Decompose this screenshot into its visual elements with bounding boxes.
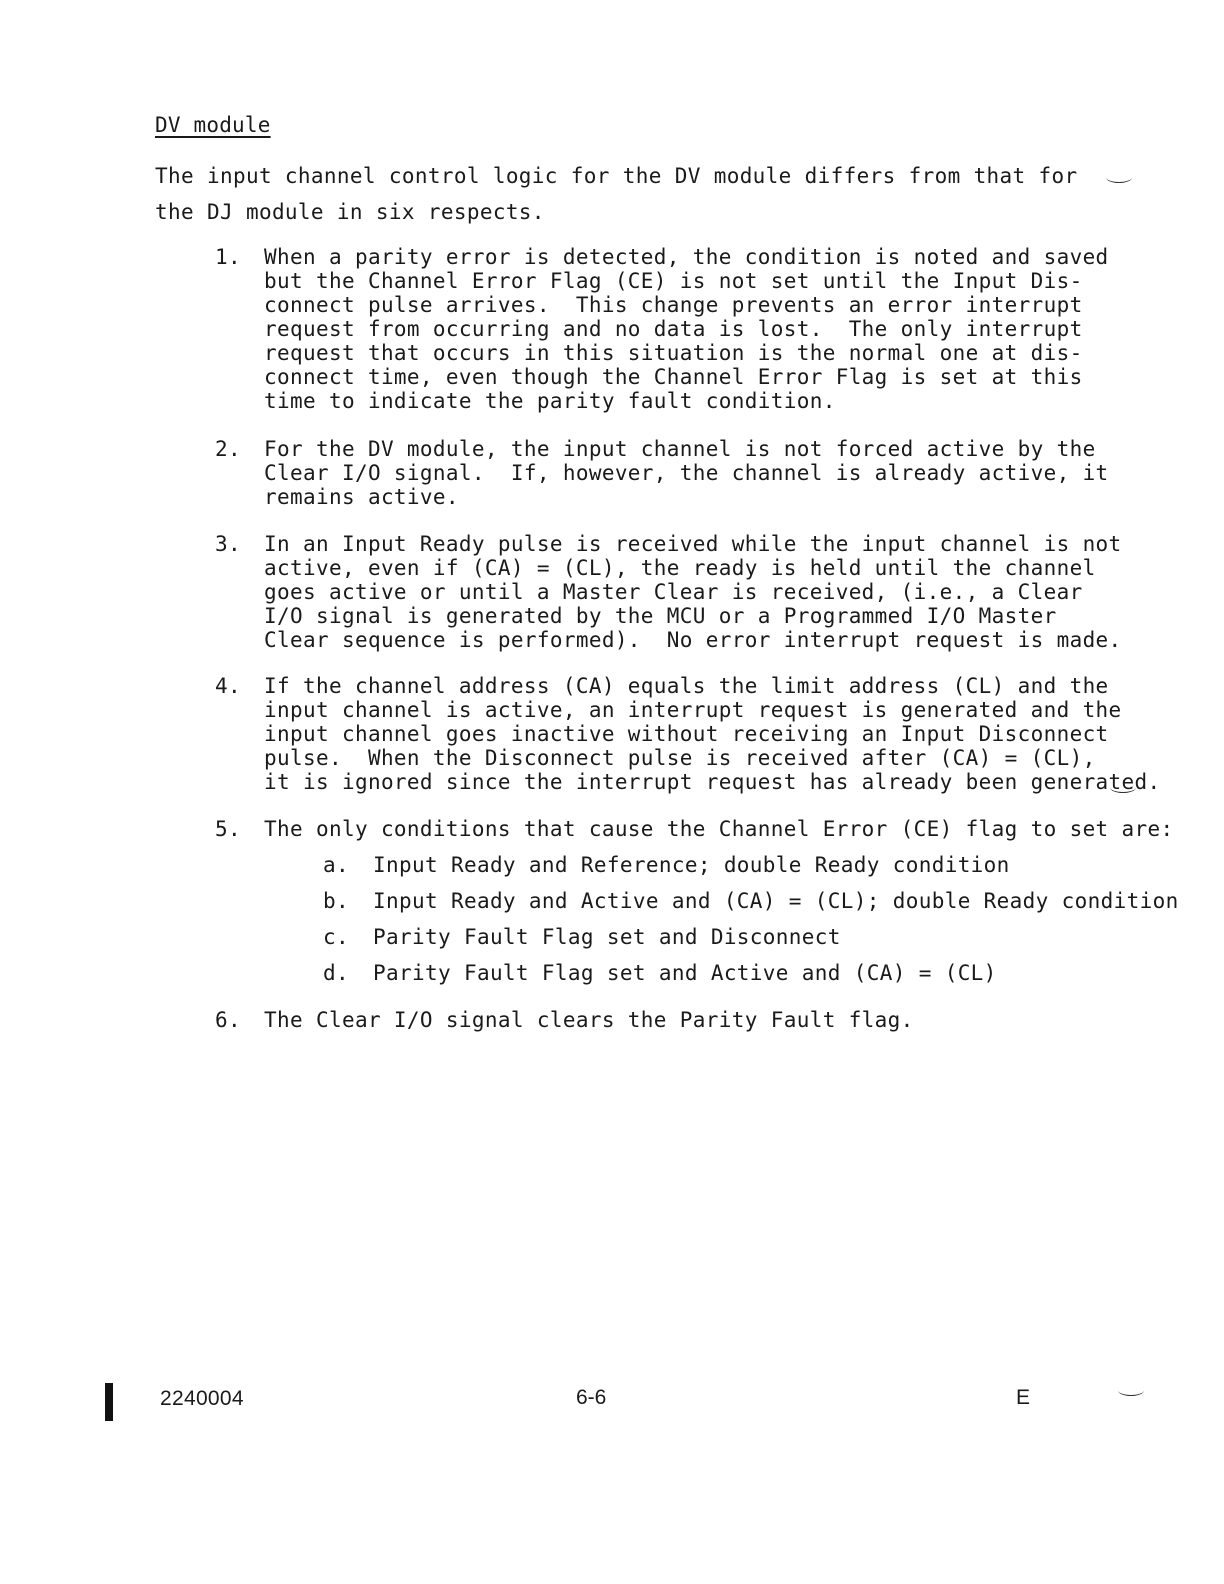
item-text	[264, 437, 1109, 509]
item-line: pulse. When the Disconnect pulse is received after (CA) = (CL),	[264, 746, 1096, 770]
item-number: 4.	[215, 674, 241, 698]
item-line: input channel goes inactive without receiving an Input Disconnect	[264, 722, 1109, 746]
sub-item-letter: a.	[323, 853, 349, 877]
item-line: For the DV module, the input channel is not forced active by the	[264, 437, 1096, 461]
item-line: Clear sequence is performed). No error interrupt request is made.	[264, 628, 1122, 652]
item-line: remains active.	[264, 485, 459, 509]
sub-item-text: Input Ready and Active and (CA) = (CL); double Ready condition	[373, 889, 1179, 913]
margin-mark	[1110, 782, 1136, 793]
sub-item-text: Input Ready and Reference; double Ready condition	[373, 853, 1010, 877]
item-line: request from occurring and no data is lost. The only interrupt	[264, 317, 1083, 341]
sub-item-letter: d.	[323, 961, 349, 985]
item-line: active, even if (CA) = (CL), the ready is held until the channel	[264, 556, 1096, 580]
sub-item-letter: b.	[323, 889, 349, 913]
item-line: input channel is active, an interrupt request is generated and the	[264, 698, 1122, 722]
margin-mark	[1106, 172, 1132, 183]
item-line: connect pulse arrives. This change prevents an error interrupt	[264, 293, 1083, 317]
item-text	[264, 532, 1122, 652]
section-heading: DV module	[155, 113, 271, 137]
item-text	[264, 674, 1161, 794]
sub-item-text: Parity Fault Flag set and Active and (CA) = (CL)	[373, 961, 997, 985]
intro-line: The input channel control logic for the DV module differs from that for	[155, 164, 1078, 188]
item-line: I/O signal is generated by the MCU or a Programmed I/O Master	[264, 604, 1057, 628]
item-line: In an Input Ready pulse is received while the input channel is not	[264, 532, 1122, 556]
item-line: request that occurs in this situation is the normal one at dis-	[264, 341, 1083, 365]
item-line: The Clear I/O signal clears the Parity Fault flag.	[264, 1008, 914, 1032]
item-line: but the Channel Error Flag (CE) is not set until the Input Dis-	[264, 269, 1083, 293]
intro-paragraph	[155, 158, 1078, 230]
item-line: goes active or until a Master Clear is received, (i.e., a Clear	[264, 580, 1083, 604]
intro-line: the DJ module in six respects.	[155, 200, 545, 224]
item-line: The only conditions that cause the Channel Error (CE) flag to set are:	[264, 817, 1174, 841]
item-line: Clear I/O signal. If, however, the channel is already active, it	[264, 461, 1109, 485]
change-bar	[105, 1383, 113, 1421]
document-number: 2240004	[160, 1387, 244, 1410]
item-number: 5.	[215, 817, 241, 841]
page-number: 6-6	[576, 1386, 607, 1409]
item-line: it is ignored since the interrupt request has already been generated.	[264, 770, 1161, 794]
item-text	[264, 817, 1174, 841]
item-line: If the channel address (CA) equals the limit address (CL) and the	[264, 674, 1109, 698]
sub-item-text: Parity Fault Flag set and Disconnect	[373, 925, 841, 949]
item-line: time to indicate the parity fault condition.	[264, 389, 836, 413]
item-text	[264, 245, 1109, 413]
item-number: 2.	[215, 437, 241, 461]
item-number: 6.	[215, 1008, 241, 1032]
revision-letter: E	[1016, 1386, 1031, 1409]
item-line: When a parity error is detected, the condition is noted and saved	[264, 245, 1109, 269]
margin-mark	[1118, 1385, 1144, 1396]
item-text	[264, 1008, 914, 1032]
item-line: connect time, even though the Channel Error Flag is set at this	[264, 365, 1083, 389]
sub-item-letter: c.	[323, 925, 349, 949]
item-number: 3.	[215, 532, 241, 556]
item-number: 1.	[215, 245, 241, 269]
